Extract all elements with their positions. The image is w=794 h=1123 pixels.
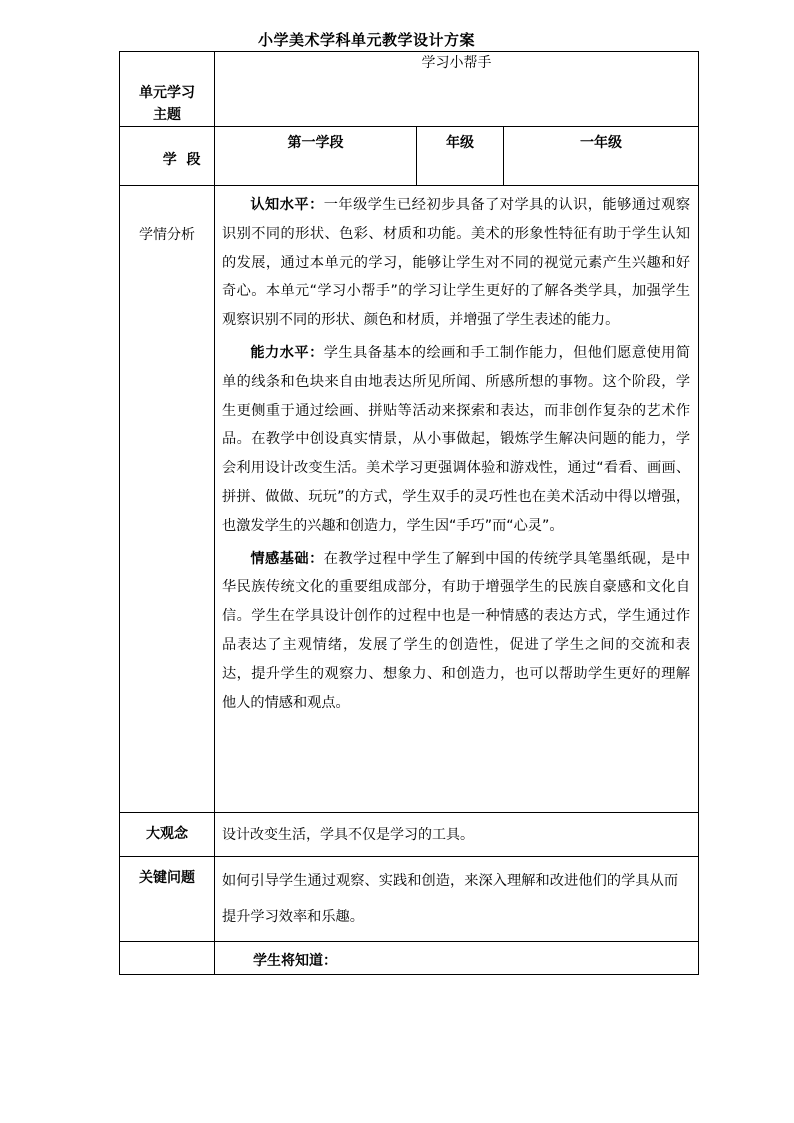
analysis-row: [120, 186, 699, 813]
ability-level-heading: 能力水平：: [250, 344, 324, 361]
grade-value: 一年级: [580, 135, 623, 151]
ability-level-paragraph: [222, 339, 690, 541]
big-idea-value-cell: [215, 813, 699, 857]
unit-theme-label: 单元学习 主题: [139, 85, 195, 123]
big-idea-value: 设计改变生活，学具不仅是学习的工具。: [222, 827, 474, 843]
key-question-label: 关键问题: [139, 870, 195, 886]
big-idea-label-cell: [120, 813, 215, 857]
unit-theme-value-cell: [215, 52, 699, 127]
document-title: 小学美术学科单元教学设计方案: [258, 31, 476, 49]
students-know-cell: [215, 942, 699, 975]
grade-label: 年级: [446, 135, 474, 151]
key-question-row: [120, 857, 699, 942]
stage-label: 学 段: [162, 152, 201, 168]
grade-value-cell: [504, 127, 699, 186]
unit-theme-label-cell: [120, 52, 215, 127]
unit-theme-row: [120, 52, 699, 127]
key-question-value-cell: [215, 857, 699, 942]
big-idea-row: [120, 813, 699, 857]
key-question-label-cell: [120, 857, 215, 942]
unit-theme-value: 学习小帮手: [421, 55, 492, 71]
analysis-label: 学情分析: [139, 227, 195, 243]
emotional-basis-heading: 情感基础：: [250, 550, 324, 567]
emotional-basis-text: 在教学过程中学生了解到中国的传统学具笔墨纸砚，是中华民族传统文化的重要组成部分，有助于增强学生的民族自豪感和文化自信。学生在学具设计创作的过程中也是一种情感的表达方式，学生通过作品表达了主观情绪，发展了学生的创造性，促进了学生之间的交流和表达，提升学生的观察力、想象力、和创造力，也可以帮助学生更好的理解他人的情感和观点。: [222, 550, 691, 711]
cognitive-level-paragraph: [222, 191, 690, 335]
grade-label-cell: [417, 127, 504, 186]
ability-level-text: 学生具备基本的绘画和手工制作能力，但他们愿意使用简单的线条和色块来自由地表达所见所闻、所感所想的事物。这个阶段，学生更侧重于通过绘画、拼贴等活动来探索和表达，而非创作复杂的艺术作品。在教学中创设真实情景，从小事做起，锻炼学生解决问题的能力，学会利用设计改变生活。美术学习更强调体验和游戏性，通过“看看、画画、拼拼、做做、玩玩”的方式，学生双手的灵巧性也在美术活动中得以增强，也激发学生的兴趣和创造力，学生因“手巧”而“心灵”。: [222, 344, 691, 534]
analysis-content-cell: [215, 186, 699, 813]
analysis-label-cell: [120, 186, 215, 813]
stage-value: 第一学段: [287, 135, 344, 151]
key-question-value: 如何引导学生通过观察、实践和创造，来深入理解和改进他们的学具从而提升学习效率和乐趣。: [222, 873, 679, 925]
stage-row: [120, 127, 699, 186]
stage-value-cell: [215, 127, 417, 186]
big-idea-label: 大观念: [146, 826, 188, 842]
students-know-row: [120, 942, 699, 975]
cognitive-level-text: 一年级学生已经初步具备了对学具的认识，能够通过观察识别不同的形状、色彩、材质和功能。美术的形象性特征有助于学生认知的发展，通过本单元的学习，能够让学生对不同的视觉元素产生兴趣和好奇心。本单元“学习小帮手”的学习让学生更好的了解各类学具，加强学生观察识别不同的形状、颜色和材质，并增强了学生表述的能力。: [222, 197, 691, 329]
stage-label-cell: [120, 127, 215, 186]
students-know-label-cell: [120, 942, 215, 975]
unit-design-table: [119, 51, 699, 975]
students-know-label: 学生将知道：: [253, 953, 337, 969]
emotional-basis-paragraph: [222, 545, 690, 718]
cognitive-level-heading: 认知水平：: [250, 197, 324, 213]
